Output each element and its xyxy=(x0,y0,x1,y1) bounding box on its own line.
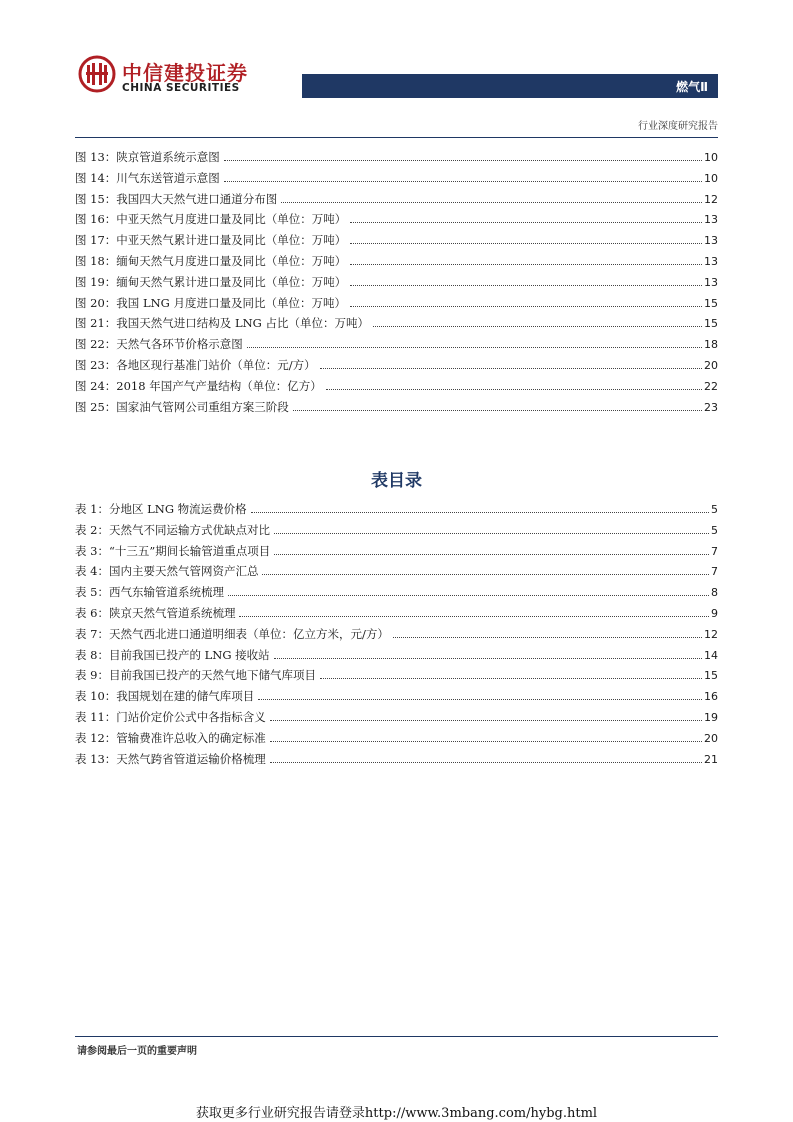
table-entry-label: 表 11：门站价定价公式中各指标含义 xyxy=(75,709,266,724)
table-entry[interactable] xyxy=(75,605,718,626)
disclaimer-note: 请参阅最后一页的重要声明 xyxy=(77,1046,197,1057)
table-entry-page-number: 15 xyxy=(704,669,718,683)
table-entry-label: 表 5：西气东输管道系统梳理 xyxy=(75,585,224,600)
table-entry-label: 表 13：天然气跨省管道运输价格梳理 xyxy=(75,751,266,766)
sector-label: 燃气Ⅱ xyxy=(676,80,708,94)
figure-entry[interactable] xyxy=(75,274,718,295)
figure-entry-page-number: 15 xyxy=(704,317,718,331)
figure-entry-label: 图 21：我国天然气进口结构及 LNG 占比（单位：万吨） xyxy=(75,316,369,331)
table-entry-page-number: 12 xyxy=(704,627,718,641)
figure-entry-page-number: 18 xyxy=(704,338,718,352)
dot-leader xyxy=(224,160,702,161)
header-divider xyxy=(75,137,718,138)
table-entry-label: 表 2：天然气不同运输方式优缺点对比 xyxy=(75,522,270,537)
table-entry-label: 表 1：分地区 LNG 物流运费价格 xyxy=(75,502,247,516)
figure-entry[interactable] xyxy=(75,336,718,357)
sector-banner xyxy=(302,74,718,98)
dot-leader xyxy=(350,285,702,286)
figure-entry-page-number: 13 xyxy=(704,234,718,248)
dot-leader xyxy=(228,595,709,596)
figure-entry[interactable] xyxy=(75,295,718,316)
dot-leader xyxy=(274,658,702,659)
figure-entry-label: 图 15：我国四大天然气进口通道分布图 xyxy=(75,191,278,206)
figure-entry[interactable] xyxy=(75,232,718,253)
table-entry-label: 表 7：天然气西北进口通道明细表（单位：亿立方米，元/方） xyxy=(75,626,389,641)
figure-entry-page-number: 13 xyxy=(704,254,718,268)
figure-entry[interactable] xyxy=(75,399,718,420)
figure-entry[interactable] xyxy=(75,315,718,336)
table-entry-page-number: 9 xyxy=(711,606,718,620)
dot-leader xyxy=(373,326,702,327)
figure-entry-label: 图 20：我国 LNG 月度进口量及同比（单位：万吨） xyxy=(75,295,346,310)
figure-entry-label: 图 19：缅甸天然气累计进口量及同比（单位：万吨） xyxy=(75,274,347,289)
figure-entry[interactable] xyxy=(75,211,718,232)
table-entry[interactable] xyxy=(75,584,718,605)
figure-entry-page-number: 13 xyxy=(704,275,718,289)
dot-leader xyxy=(326,389,702,390)
table-entry-label: 表 8：目前我国已投产的 LNG 接收站 xyxy=(75,647,270,662)
figure-entry-label: 图 25：国家油气管网公司重组方案三阶段 xyxy=(75,399,289,414)
figure-entry-label: 图 23：各地区现行基准门站价（单位：元/方） xyxy=(75,357,316,372)
figure-entry-label: 图 13：陕京管道系统示意图 xyxy=(75,150,220,164)
figure-entry[interactable] xyxy=(75,357,718,378)
table-entry-page-number: 7 xyxy=(711,544,718,558)
table-entry-label: 表 6：陕京天然气管道系统梳理 xyxy=(75,605,236,620)
dot-leader xyxy=(270,741,702,742)
table-entry-label: 表 9：目前我国已投产的天然气地下储气库项目 xyxy=(75,668,316,683)
tables-section-title: 表目录 xyxy=(371,471,422,491)
figure-entry[interactable] xyxy=(75,253,718,274)
dot-leader xyxy=(251,512,709,513)
logo-english-name: CHINA SECURITIES xyxy=(122,82,240,94)
figure-entry-label: 图 16：中亚天然气月度进口量及同比（单位：万吨） xyxy=(75,212,347,227)
table-entry-label: 表 4：国内主要天然气管网资产汇总 xyxy=(75,564,259,579)
table-entry[interactable] xyxy=(75,522,718,543)
table-entry[interactable] xyxy=(75,751,718,772)
dot-leader xyxy=(239,616,709,617)
dot-leader xyxy=(350,306,702,307)
figure-entry-page-number: 22 xyxy=(704,379,718,393)
dot-leader xyxy=(270,720,702,721)
table-entry[interactable] xyxy=(75,501,718,522)
table-entry[interactable] xyxy=(75,730,718,751)
figure-entry-page-number: 10 xyxy=(704,151,718,164)
dot-leader xyxy=(320,368,702,369)
table-entry-page-number: 14 xyxy=(704,648,718,662)
dot-leader xyxy=(393,637,702,638)
dot-leader xyxy=(224,181,702,182)
figure-entry-label: 图 22：天然气各环节价格示意图 xyxy=(75,337,243,352)
table-entry-page-number: 8 xyxy=(711,586,718,600)
table-entry-label: 表 10：我国规划在建的储气库项目 xyxy=(75,689,255,704)
table-entry[interactable] xyxy=(75,667,718,688)
table-entry-label: 表 12：管输费准许总收入的确定标准 xyxy=(75,730,266,745)
figure-entry-page-number: 23 xyxy=(704,400,718,414)
figure-entry-page-number: 10 xyxy=(704,171,718,185)
figure-entry[interactable] xyxy=(75,149,718,170)
table-entry-page-number: 20 xyxy=(704,731,718,745)
figure-entry-label: 图 17：中亚天然气累计进口量及同比（单位：万吨） xyxy=(75,233,347,248)
dot-leader xyxy=(281,202,702,203)
dot-leader xyxy=(350,222,702,223)
table-entry[interactable] xyxy=(75,626,718,647)
table-entry[interactable] xyxy=(75,709,718,730)
dot-leader xyxy=(350,264,702,265)
figure-entry-page-number: 12 xyxy=(704,192,718,206)
footer-divider xyxy=(75,1036,718,1037)
china-securities-logo-icon xyxy=(78,55,116,93)
table-entry[interactable] xyxy=(75,543,718,564)
figure-entry[interactable] xyxy=(75,191,718,212)
table-entry-label: 表 3：“十三五”期间长输管道重点项目 xyxy=(75,543,271,558)
table-entry[interactable] xyxy=(75,563,718,584)
dot-leader xyxy=(293,410,702,411)
table-entry-page-number: 5 xyxy=(711,503,718,516)
dot-leader xyxy=(262,574,709,575)
figure-entry-label: 图 14：川气东送管道示意图 xyxy=(75,170,220,185)
dot-leader xyxy=(350,243,702,244)
dot-leader xyxy=(270,762,702,763)
dot-leader xyxy=(274,554,709,555)
table-entry[interactable] xyxy=(75,647,718,668)
figure-list xyxy=(75,149,718,419)
table-entry-page-number: 5 xyxy=(711,523,718,537)
table-entry-page-number: 21 xyxy=(704,752,718,766)
figure-entry-page-number: 15 xyxy=(704,296,718,310)
report-type: 行业深度研究报告 xyxy=(638,121,718,132)
logo-chinese-name: 中信建投证券 xyxy=(122,61,248,85)
figure-entry-label: 图 24：2018 年国产气产量结构（单位：亿方） xyxy=(75,378,322,393)
figure-entry[interactable] xyxy=(75,378,718,399)
figure-entry-page-number: 20 xyxy=(704,358,718,372)
footer-link[interactable]: 获取更多行业研究报告请登录http://www.3mbang.com/hybg.html xyxy=(195,1106,598,1121)
table-entry-page-number: 16 xyxy=(704,690,718,704)
figure-entry-page-number: 13 xyxy=(704,213,718,227)
dot-leader xyxy=(320,678,702,679)
table-entry[interactable] xyxy=(75,688,718,709)
dot-leader xyxy=(247,347,702,348)
figure-entry-label: 图 18：缅甸天然气月度进口量及同比（单位：万吨） xyxy=(75,253,347,268)
dot-leader xyxy=(274,533,709,534)
dot-leader xyxy=(258,699,702,700)
table-list xyxy=(75,501,718,771)
figure-entry[interactable] xyxy=(75,170,718,191)
table-entry-page-number: 7 xyxy=(711,565,718,579)
table-entry-page-number: 19 xyxy=(704,710,718,724)
